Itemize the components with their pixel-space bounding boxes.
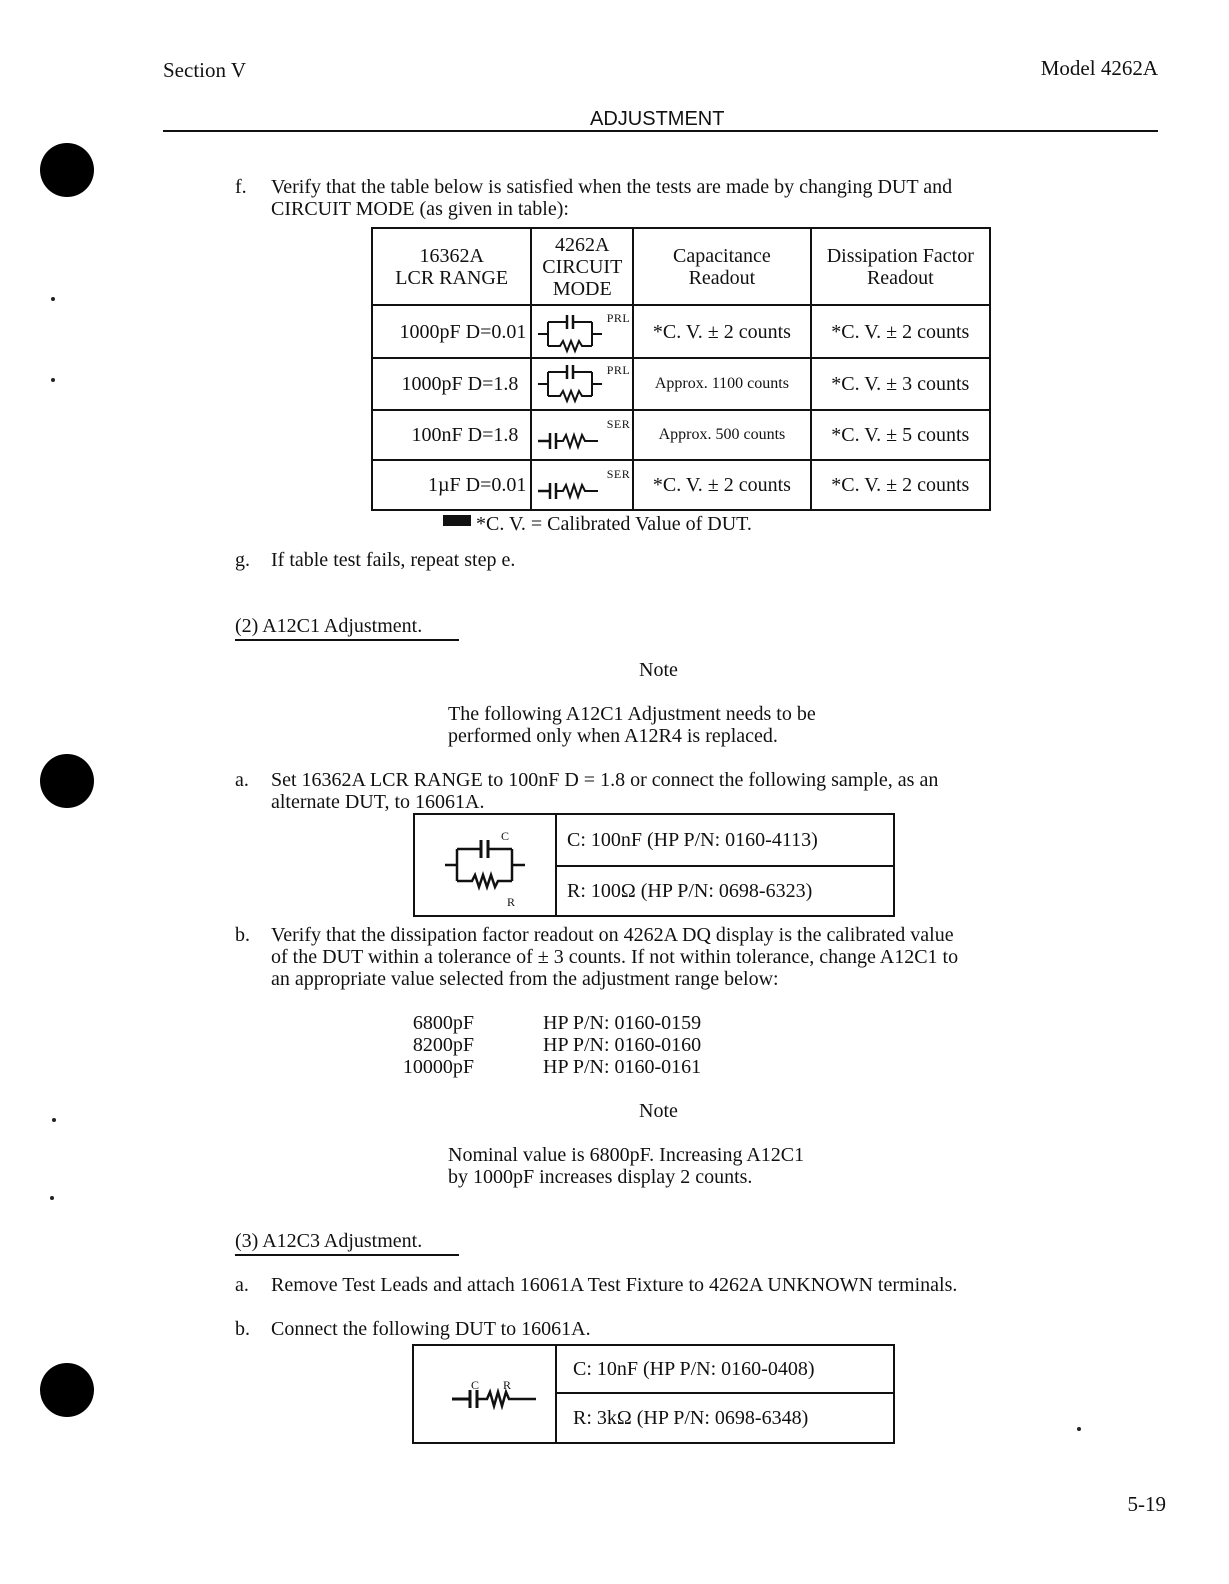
note-title: Note [639,659,678,681]
step-2a-line2: alternate DUT, to 16061A. [271,791,485,813]
stray-mark [50,1196,54,1200]
header-lcr-range: 16362A LCR RANGE [372,228,531,305]
step-f-line1: Verify that the table below is satisfied when the tests are made by changing DUT and [271,176,953,198]
step-g-letter: g. [235,549,250,571]
sample-table [413,813,895,917]
punch-hole-top [40,143,94,197]
circuit-mode-cell [531,358,633,410]
step-2b-line1: Verify that the dissipation factor readout on 4262A DQ display is the calibrated value [271,924,954,946]
step-3a-text: Remove Test Leads and attach 16061A Test Fixture to 4262A UNKNOWN terminals. [271,1274,958,1296]
table-row [372,305,990,358]
table-row [372,358,990,410]
dissipation-cell: *C. V. ± 2 counts [811,460,990,510]
lcr-range-cell: 1000pF D=0.01 [372,305,531,358]
step-g-text: If table test fails, repeat step e. [271,549,516,571]
step-3a-letter: a. [235,1274,249,1296]
resistor-tag: R [503,1378,512,1392]
mode-tag: PRL [606,310,631,325]
section3-heading-rule [235,1254,459,1256]
model-label: Model 4262A [1040,56,1158,80]
dissipation-cell: *C. V. ± 2 counts [811,305,990,358]
circuit-mode-cell [531,460,633,510]
step-f-line2: CIRCUIT MODE (as given in table): [271,198,569,220]
parallel-rc-icon [445,837,535,893]
part-number: HP P/N: 0160-0159 [543,1012,702,1034]
series-rc-icon [452,1388,542,1410]
capacitance-cell: Approx. 1100 counts [633,358,810,410]
dissipation-cell: *C. V. ± 3 counts [811,358,990,410]
parallel-rc-icon [538,312,608,356]
step-2a-letter: a. [235,769,249,791]
lcr-range-cell: 1µF D=0.01 [372,460,531,510]
step-2b-line3: an appropriate value selected from the adjustment range below: [271,968,779,990]
header-circuit-mode: 4262A CIRCUIT MODE [531,228,633,305]
stray-mark [51,297,55,301]
capacitance-cell: Approx. 500 counts [633,410,810,460]
table-footnote: *C. V. = Calibrated Value of DUT. [476,513,752,535]
test-table [371,227,991,511]
step-2b-letter: b. [235,924,250,946]
step-3b-text: Connect the following DUT to 16061A. [271,1318,591,1340]
note-line1: The following A12C1 Adjustment needs to be [448,703,816,725]
resistor-tag: R [507,895,516,909]
step-f-letter: f. [235,176,247,198]
part-value: 10000pF [402,1056,474,1078]
header-capacitance: Capacitance Readout [633,228,810,305]
note2-line1: Nominal value is 6800pF. Increasing A12C1 [448,1144,805,1166]
section2-heading: (2) A12C1 Adjustment. [235,615,423,637]
sample-resistor-spec: R: 100Ω (HP P/N: 0698-6323) [556,866,894,916]
stray-mark [1077,1427,1081,1431]
dissipation-cell: *C. V. ± 5 counts [811,410,990,460]
section-label: Section V [163,58,247,82]
mode-tag: PRL [606,363,631,377]
series-rc-icon [538,481,602,501]
punch-hole-middle [40,754,94,808]
lcr-range-cell: 100nF D=1.8 [372,410,531,460]
punch-hole-bottom [40,1363,94,1417]
part-number: HP P/N: 0160-0160 [543,1034,702,1056]
table-header-row [372,228,990,305]
capacitor-tag: C [501,829,510,843]
header-dissipation: Dissipation Factor Readout [811,228,990,305]
capacitance-cell: *C. V. ± 2 counts [633,305,810,358]
dut-table [412,1344,895,1444]
part-value: 6800pF [412,1012,474,1034]
mode-tag: SER [606,417,631,431]
section3-heading: (3) A12C3 Adjustment. [235,1230,423,1252]
parallel-rc-icon [538,362,608,406]
capacitor-tag: C [471,1378,480,1392]
sample-capacitor-spec: C: 100nF (HP P/N: 0160-4113) [556,814,894,866]
step-2a-line1: Set 16362A LCR RANGE to 100nF D = 1.8 or connect the following sample, as an [271,769,939,791]
header-rule [163,130,1158,132]
table-row [372,410,990,460]
stray-mark [52,1118,56,1122]
lcr-range-cell: 1000pF D=1.8 [372,358,531,410]
part-value: 8200pF [412,1034,474,1056]
mode-tag: SER [606,467,631,481]
page-number: 5-19 [1127,1492,1166,1516]
section2-heading-rule [235,639,459,641]
part-number: HP P/N: 0160-0161 [543,1056,702,1078]
note2-title: Note [639,1100,678,1122]
circuit-mode-cell [531,305,633,358]
dut-symbol-cell [413,1345,556,1443]
dut-capacitor-spec: C: 10nF (HP P/N: 0160-0408) [556,1345,894,1393]
page-title: ADJUSTMENT [590,108,725,130]
note2-line2: by 1000pF increases display 2 counts. [448,1166,753,1188]
step-2b-line2: of the DUT within a tolerance of ± 3 counts. If not within tolerance, change A12C1 to [271,946,959,968]
table-row [372,460,990,510]
series-rc-icon [538,431,602,451]
footnote-marker [443,515,471,526]
sample-symbol-cell [414,814,556,916]
capacitance-cell: *C. V. ± 2 counts [633,460,810,510]
stray-mark [51,378,55,382]
dut-resistor-spec: R: 3kΩ (HP P/N: 0698-6348) [556,1393,894,1443]
circuit-mode-cell [531,410,633,460]
step-3b-letter: b. [235,1318,250,1340]
note-line2: performed only when A12R4 is replaced. [448,725,778,747]
